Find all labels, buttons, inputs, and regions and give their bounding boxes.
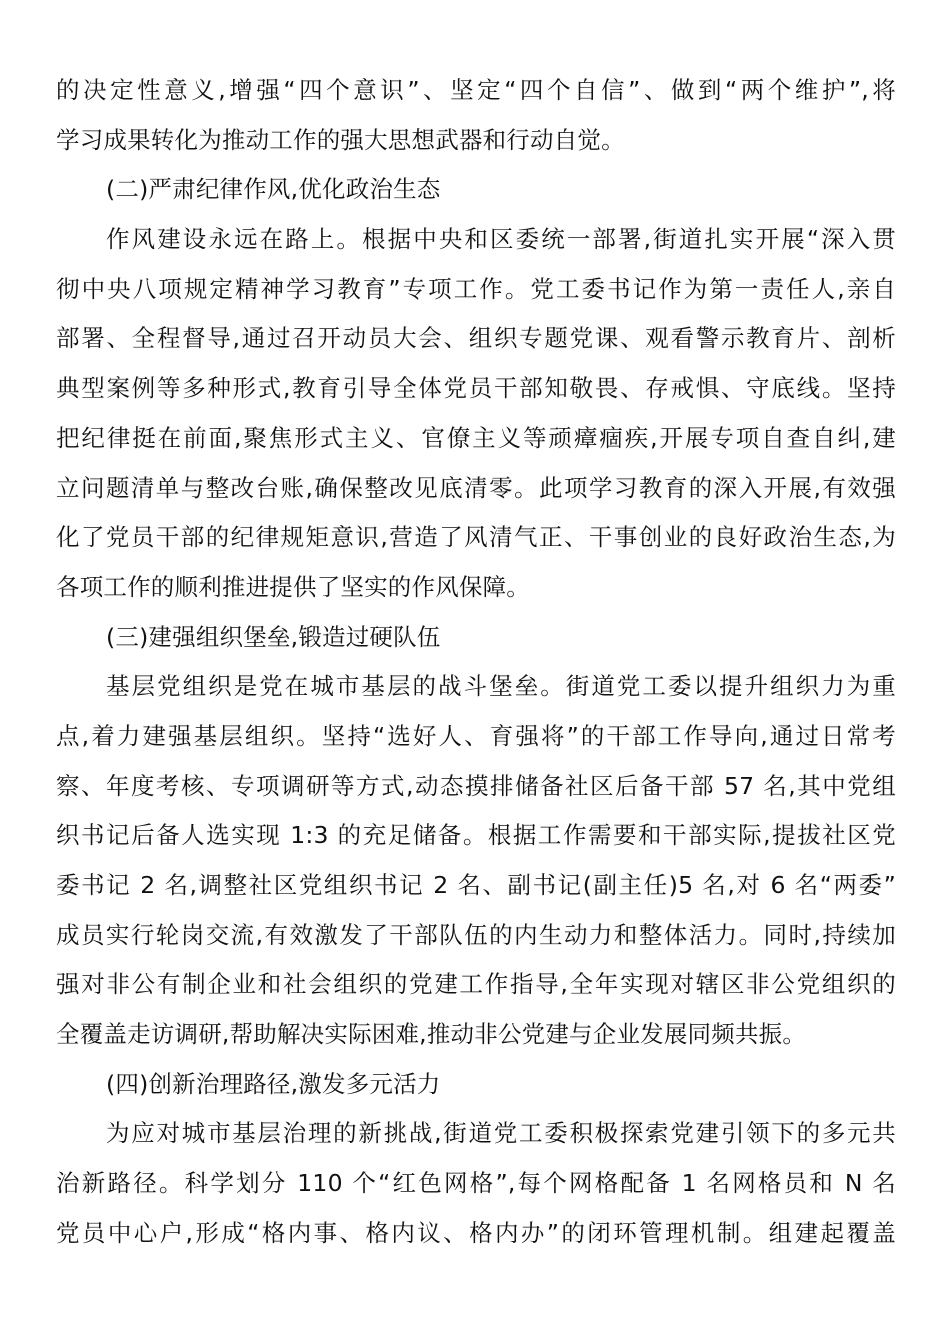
paragraph-line: 学习成果转化为推动工作的强大思想武器和行动自觉。 bbox=[56, 125, 625, 154]
paragraph-line: 全覆盖走访调研,帮助解决实际困难,推动非公党建与企业发展同频共振。 bbox=[56, 1020, 807, 1049]
paragraph-line: 基层党组织是党在城市基层的战斗堡垒。街道党工委以提升组织力为重 bbox=[106, 672, 896, 701]
document-page bbox=[56, 66, 896, 1259]
paragraph-line: 把纪律挺在前面,聚焦形式主义、官僚主义等顽瘴痼疾,开展专项自查自纠,建 bbox=[56, 423, 896, 452]
paragraph-line: 立问题清单与整改台账,确保整改见底清零。此项学习教育的深入开展,有效强 bbox=[56, 473, 896, 502]
paragraph-line: 化了党员干部的纪律规矩意识,营造了风清气正、干事创业的良好政治生态,为 bbox=[56, 523, 896, 552]
paragraph-line: 彻中央八项规定精神学习教育”专项工作。党工委书记作为第一责任人,亲自 bbox=[56, 274, 896, 303]
paragraph-line: 成员实行轮岗交流,有效激发了干部队伍的内生动力和整体活力。同时,持续加 bbox=[56, 920, 896, 949]
paragraph-line: 为应对城市基层治理的新挑战,街道党工委积极探索党建引领下的多元共 bbox=[106, 1119, 896, 1148]
paragraph-line: 各项工作的顺利推进提供了坚实的作风保障。 bbox=[56, 572, 530, 601]
paragraph-line: 委书记 2 名,调整社区党组织书记 2 名、副书记(副主任)5 名,对 6 名“两委” bbox=[56, 871, 896, 899]
paragraph-line: 的决定性意义,增强“四个意识”、坚定“四个自信”、做到“两个维护”,将 bbox=[56, 76, 896, 104]
paragraph-line: 点,着力建强基层组织。坚持“选好人、育强将”的干部工作导向,通过日常考 bbox=[56, 721, 896, 750]
section-heading: (三)建强组织堡垒,锻造过硬队伍 bbox=[106, 622, 441, 651]
paragraph-line: 织书记后备人选实现 1:3 的充足储备。根据工作需要和干部实际,提拔社区党 bbox=[56, 821, 896, 850]
paragraph-line: 强对非公有制企业和社会组织的党建工作指导,全年实现对辖区非公党组织的 bbox=[56, 970, 896, 999]
paragraph-line: 治新路径。科学划分 110 个“红色网格”,每个网格配备 1 名网格员和 N 名 bbox=[56, 1169, 896, 1198]
paragraph-line: 作风建设永远在路上。根据中央和区委统一部署,街道扎实开展“深入贯 bbox=[106, 225, 896, 254]
paragraph-line: 典型案例等多种形式,教育引导全体党员干部知敬畏、存戒惧、守底线。坚持 bbox=[56, 374, 896, 403]
paragraph-line: 党员中心户,形成“格内事、格内议、格内办”的闭环管理机制。组建起覆盖 bbox=[56, 1218, 896, 1247]
section-heading: (二)严肃纪律作风,优化政治生态 bbox=[106, 175, 441, 204]
paragraph-line: 察、年度考核、专项调研等方式,动态摸排储备社区后备干部 57 名,其中党组 bbox=[56, 771, 896, 800]
paragraph-line: 部署、全程督导,通过召开动员大会、组织专题党课、观看警示教育片、剖析 bbox=[56, 324, 896, 353]
section-heading: (四)创新治理路径,激发多元活力 bbox=[106, 1069, 441, 1098]
